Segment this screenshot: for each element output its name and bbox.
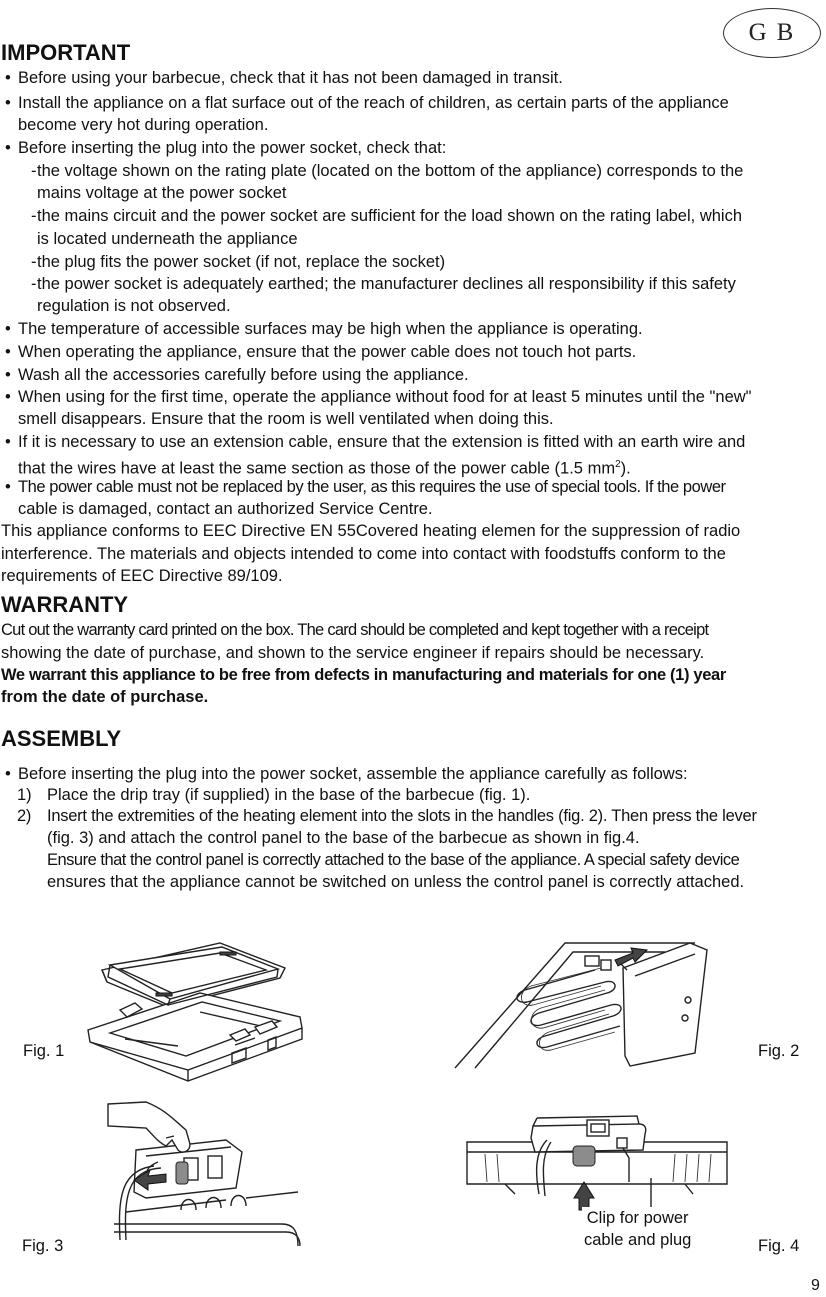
assembly-heading: ASSEMBLY: [1, 726, 122, 751]
caption-line: Clip for power: [586, 1209, 689, 1227]
fig2-label: Fig. 2: [758, 1042, 800, 1060]
language-badge: GB: [723, 8, 821, 58]
fig3-label: Fig. 3: [22, 1237, 64, 1255]
caption-line: cable and plug: [584, 1231, 692, 1249]
fig2-illustration: [455, 938, 735, 1068]
fig4-callout-caption: [582, 1207, 693, 1251]
important-heading: IMPORTANT: [1, 40, 131, 65]
fig3-illustration: [86, 1100, 306, 1250]
page-number: 9: [811, 1277, 820, 1294]
fig1-label: Fig. 1: [23, 1042, 65, 1060]
fig4-label: Fig. 4: [758, 1237, 800, 1255]
warranty-heading: WARRANTY: [1, 592, 129, 617]
fig1-illustration: [80, 935, 310, 1090]
